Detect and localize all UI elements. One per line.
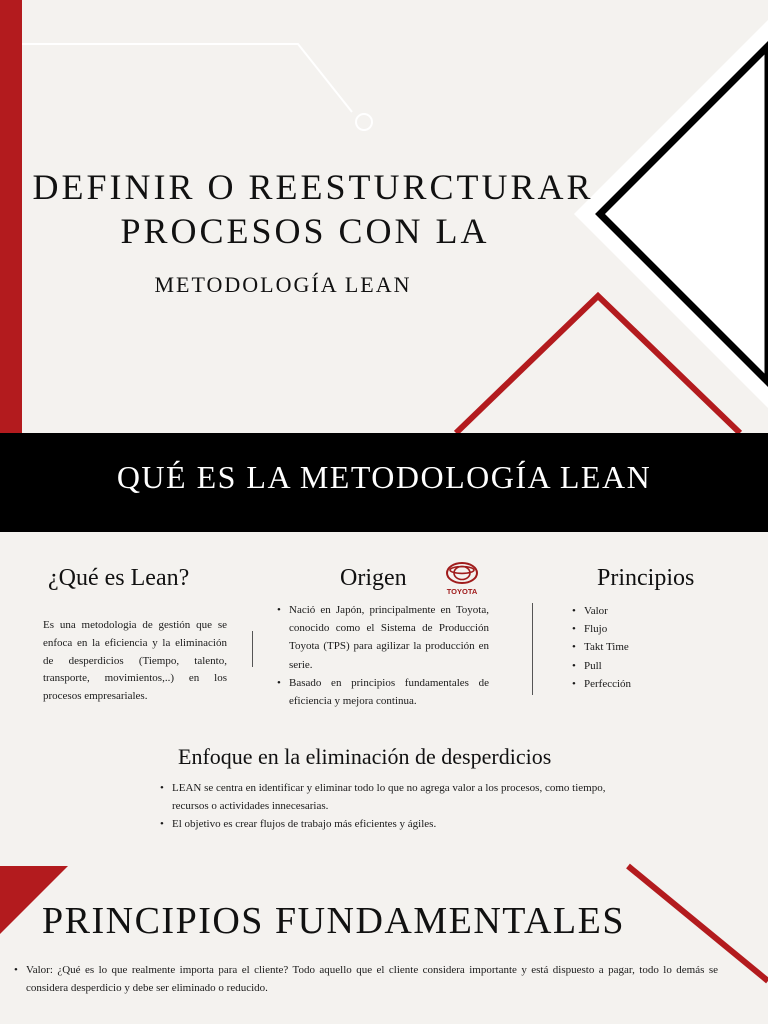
principles-heading: Principios (597, 565, 695, 591)
list-item: • Takt Time (572, 638, 722, 656)
toyota-logo-text: TOYOTA (446, 587, 478, 596)
list-item: • Nació en Japón, principalmente en Toyota, conocido como el Sistema de Producción Toyota (TPS) para agilizar la producción en serie. (277, 601, 489, 674)
list-item: • Valor (572, 602, 722, 620)
origin-heading: Origen (340, 565, 407, 591)
list-item: • El objetivo es crear flujos de trabajo más eficientes y ágiles. (160, 815, 640, 833)
principles-list (572, 602, 722, 693)
lean-overview-slide (0, 433, 768, 863)
column-divider (252, 631, 253, 667)
waste-focus-heading: Enfoque en la eliminación de desperdicios (178, 744, 552, 769)
band-title: QUÉ ES LA METODOLOGÍA LEAN (116, 459, 652, 495)
what-is-lean-heading: ¿Qué es Lean? (48, 565, 190, 591)
origin-list (277, 601, 489, 710)
list-item: • Pull (572, 657, 722, 675)
title-slide (0, 0, 768, 433)
toyota-logo-icon (442, 561, 482, 597)
list-item: • Valor: ¿Qué es lo que realmente importa para el cliente? Todo aquello que el cliente considera importante y está dispuesto a pagar, todo lo demás se considera desperdicio y debe ser eliminado o reducido. (14, 961, 718, 997)
principles-detail-list (14, 961, 718, 997)
slide-title-line-2: PROCESOS CON LA (120, 211, 490, 251)
waste-focus-list (160, 779, 640, 834)
slide-subtitle: METODOLOGÍA LEAN (154, 272, 412, 297)
what-is-lean-text: Es una metodologia de gestión que se enfoca en la eficiencia y la eliminación de desperdicios (Tiempo, talento, transporte, movimientos,..) en los procesos empresariales. (43, 619, 227, 703)
slide-title-line-1: DEFINIR O REESTURCTURAR (32, 167, 594, 207)
principles-slide-decoration (0, 863, 768, 1024)
fundamental-principles-slide (0, 863, 768, 1024)
column-divider (532, 603, 533, 695)
list-item: • Basado en principios fundamentales de eficiencia y mejora continua. (277, 674, 489, 710)
list-item: • Perfección (572, 675, 722, 693)
list-item: • LEAN se centra en identificar y eliminar todo lo que no agrega valor a los procesos, como tiempo, recursos o actividades innecesarias. (160, 779, 640, 815)
principles-title: PRINCIPIOS FUNDAMENTALES (42, 900, 625, 942)
list-item: • Flujo (572, 620, 722, 638)
